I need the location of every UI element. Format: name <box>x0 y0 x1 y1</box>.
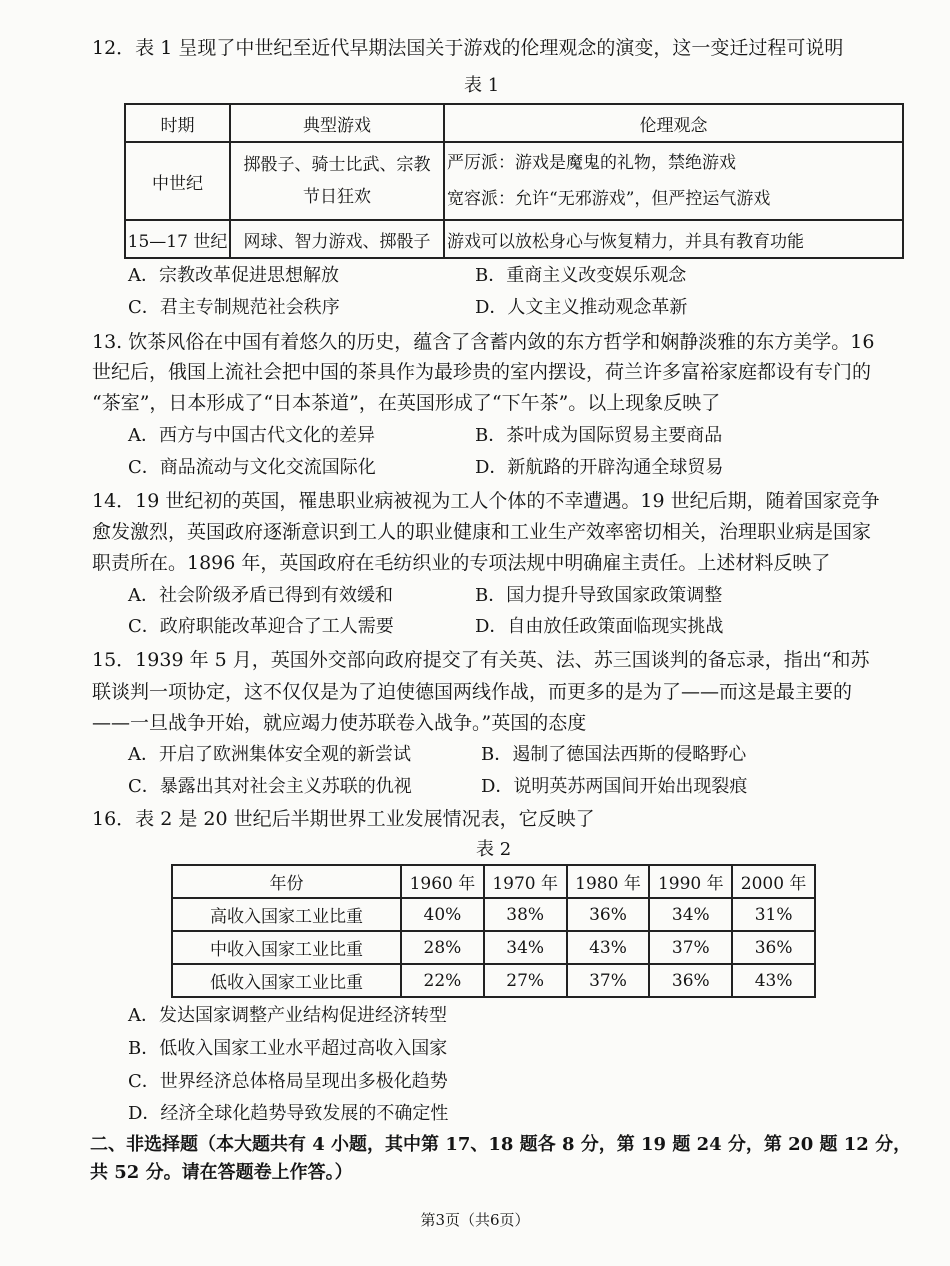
q16-option-d[interactable]: D．经济全球化趋势导致发展的不确定性 <box>128 1103 449 1124</box>
q13-line: “茶室”，日本形成了“日本茶道”，在英国形成了“下午茶”。以上现象反映了 <box>92 392 721 414</box>
q13-line: 13. 饮茶风俗在中国有着悠久的历史，蕴含了含蓄内敛的东方哲学和娴静淡雅的东方美学。16 <box>92 331 875 353</box>
q16-option-c[interactable]: C．世界经济总体格局呈现出多极化趋势 <box>128 1071 448 1092</box>
q15-line: 联谈判一项协定，这不仅仅是为了迫使德国两线作战，而更多的是为了——而这是最主要的 <box>92 681 853 703</box>
table-1 <box>124 103 904 259</box>
table-row <box>172 898 815 931</box>
table-cell: 游戏可以放松身心与恢复精力，并具有教育功能 <box>444 220 903 258</box>
table-header: 1990 年 <box>649 865 732 898</box>
table-header: 1960 年 <box>401 865 484 898</box>
q15-line: ——一旦战争开始，就应竭力使苏联卷入战争。”英国的态度 <box>92 712 587 734</box>
table-cell: 36% <box>732 931 815 964</box>
table-header: 1970 年 <box>484 865 567 898</box>
table-row <box>172 865 815 898</box>
table-cell: 37% <box>649 931 732 964</box>
table-row <box>125 104 903 142</box>
table1-title: 表 1 <box>464 75 500 96</box>
q12-option-c[interactable]: C．君主专制规范社会秩序 <box>128 297 340 318</box>
q14-line: 愈发激烈，英国政府逐渐意识到工人的职业健康和工业生产效率密切相关，治理职业病是国家 <box>92 521 872 543</box>
table-cell: 34% <box>484 931 567 964</box>
q12-stem: 12．表 1 呈现了中世纪至近代早期法国关于游戏的伦理观念的演变，这一变迁过程可说明 <box>92 37 844 59</box>
table-row <box>172 931 815 964</box>
table-cell: 高收入国家工业比重 <box>172 898 401 931</box>
q13-option-c[interactable]: C．商品流动与文化交流国际化 <box>128 457 376 478</box>
table2-title: 表 2 <box>476 839 512 860</box>
q13-option-d[interactable]: D．新航路的开辟沟通全球贸易 <box>475 457 724 478</box>
q16-option-a[interactable]: A．发达国家调整产业结构促进经济转型 <box>128 1005 447 1026</box>
table-header: 年份 <box>172 865 401 898</box>
cell-line: 严厉派：游戏是魔鬼的礼物，禁绝游戏 <box>447 153 736 173</box>
q15-option-d[interactable]: D．说明英苏两国间开始出现裂痕 <box>481 776 748 797</box>
table-header: 伦理观念 <box>444 104 903 142</box>
table-cell: 中收入国家工业比重 <box>172 931 401 964</box>
page-footer: 第3页（共6页） <box>420 1211 530 1229</box>
table-cell: 43% <box>732 964 815 997</box>
cell-line: 掷骰子、骑士比武、宗教 <box>243 155 431 175</box>
q12-option-a[interactable]: A．宗教改革促进思想解放 <box>128 265 339 286</box>
table-cell: 28% <box>401 931 484 964</box>
q14-line: 14．19 世纪初的英国，罹患职业病被视为工人个体的不幸遭遇。19 世纪后期，随着国家竞争 <box>92 490 880 512</box>
table-cell: 网球、智力游戏、掷骰子 <box>230 220 444 258</box>
table-header: 时期 <box>125 104 230 142</box>
table-cell: 40% <box>401 898 484 931</box>
table-cell: 31% <box>732 898 815 931</box>
q13-option-a[interactable]: A．西方与中国古代文化的差异 <box>128 425 375 446</box>
table-row <box>125 142 903 220</box>
q14-line: 职责所在。1896 年，英国政府在毛纺织业的专项法规中明确雇主责任。上述材料反映了 <box>92 552 831 574</box>
q14-option-c[interactable]: C．政府职能改革迎合了工人需要 <box>128 616 394 637</box>
table-cell: 低收入国家工业比重 <box>172 964 401 997</box>
table-header: 2000 年 <box>732 865 815 898</box>
table-header: 1980 年 <box>567 865 650 898</box>
q12-option-b[interactable]: B．重商主义改变娱乐观念 <box>475 265 687 286</box>
q14-option-d[interactable]: D．自由放任政策面临现实挑战 <box>475 616 724 637</box>
table-cell: 36% <box>567 898 650 931</box>
table-row <box>172 964 815 997</box>
table-cell: 34% <box>649 898 732 931</box>
table-header: 典型游戏 <box>230 104 444 142</box>
table-cell: 22% <box>401 964 484 997</box>
table-cell: 43% <box>567 931 650 964</box>
q14-option-b[interactable]: B．国力提升导致国家政策调整 <box>475 585 723 606</box>
q16-stem: 16．表 2 是 20 世纪后半期世界工业发展情况表，它反映了 <box>92 808 595 830</box>
table-cell <box>444 142 903 220</box>
table-cell: 27% <box>484 964 567 997</box>
q14-option-a[interactable]: A．社会阶级矛盾已得到有效缓和 <box>128 585 393 606</box>
table-row <box>125 220 903 258</box>
table-cell: 37% <box>567 964 650 997</box>
table-2 <box>171 864 816 998</box>
cell-line: 节日狂欢 <box>303 187 371 207</box>
q12-option-d[interactable]: D．人文主义推动观念革新 <box>475 297 688 318</box>
table-cell: 15—17 世纪 <box>125 220 230 258</box>
table-cell: 38% <box>484 898 567 931</box>
q15-option-c[interactable]: C．暴露出其对社会主义苏联的仇视 <box>128 776 412 797</box>
cell-line: 宽容派：允许“无邪游戏”，但严控运气游戏 <box>447 189 771 209</box>
section2-heading-cont: 共 52 分。请在答题卷上作答。） <box>90 1162 353 1183</box>
table-cell: 36% <box>649 964 732 997</box>
q15-option-a[interactable]: A．开启了欧洲集体安全观的新尝试 <box>128 744 411 765</box>
table-cell: 中世纪 <box>125 142 230 220</box>
q13-line: 世纪后，俄国上流社会把中国的茶具作为最珍贵的室内摆设，荷兰许多富裕家庭都设有专门的 <box>92 361 872 383</box>
q13-option-b[interactable]: B．茶叶成为国际贸易主要商品 <box>475 425 723 446</box>
table-cell <box>230 142 444 220</box>
q15-line: 15．1939 年 5 月，英国外交部向政府提交了有关英、法、苏三国谈判的备忘录，指出“和苏 <box>92 649 870 671</box>
q15-option-b[interactable]: B．遏制了德国法西斯的侵略野心 <box>481 744 747 765</box>
q16-option-b[interactable]: B．低收入国家工业水平超过高收入国家 <box>128 1038 448 1059</box>
section2-heading: 二、非选择题（本大题共有 4 小题，其中第 17、18 题各 8 分，第 19 题 24 分，第 20 题 12 分， <box>90 1134 912 1155</box>
